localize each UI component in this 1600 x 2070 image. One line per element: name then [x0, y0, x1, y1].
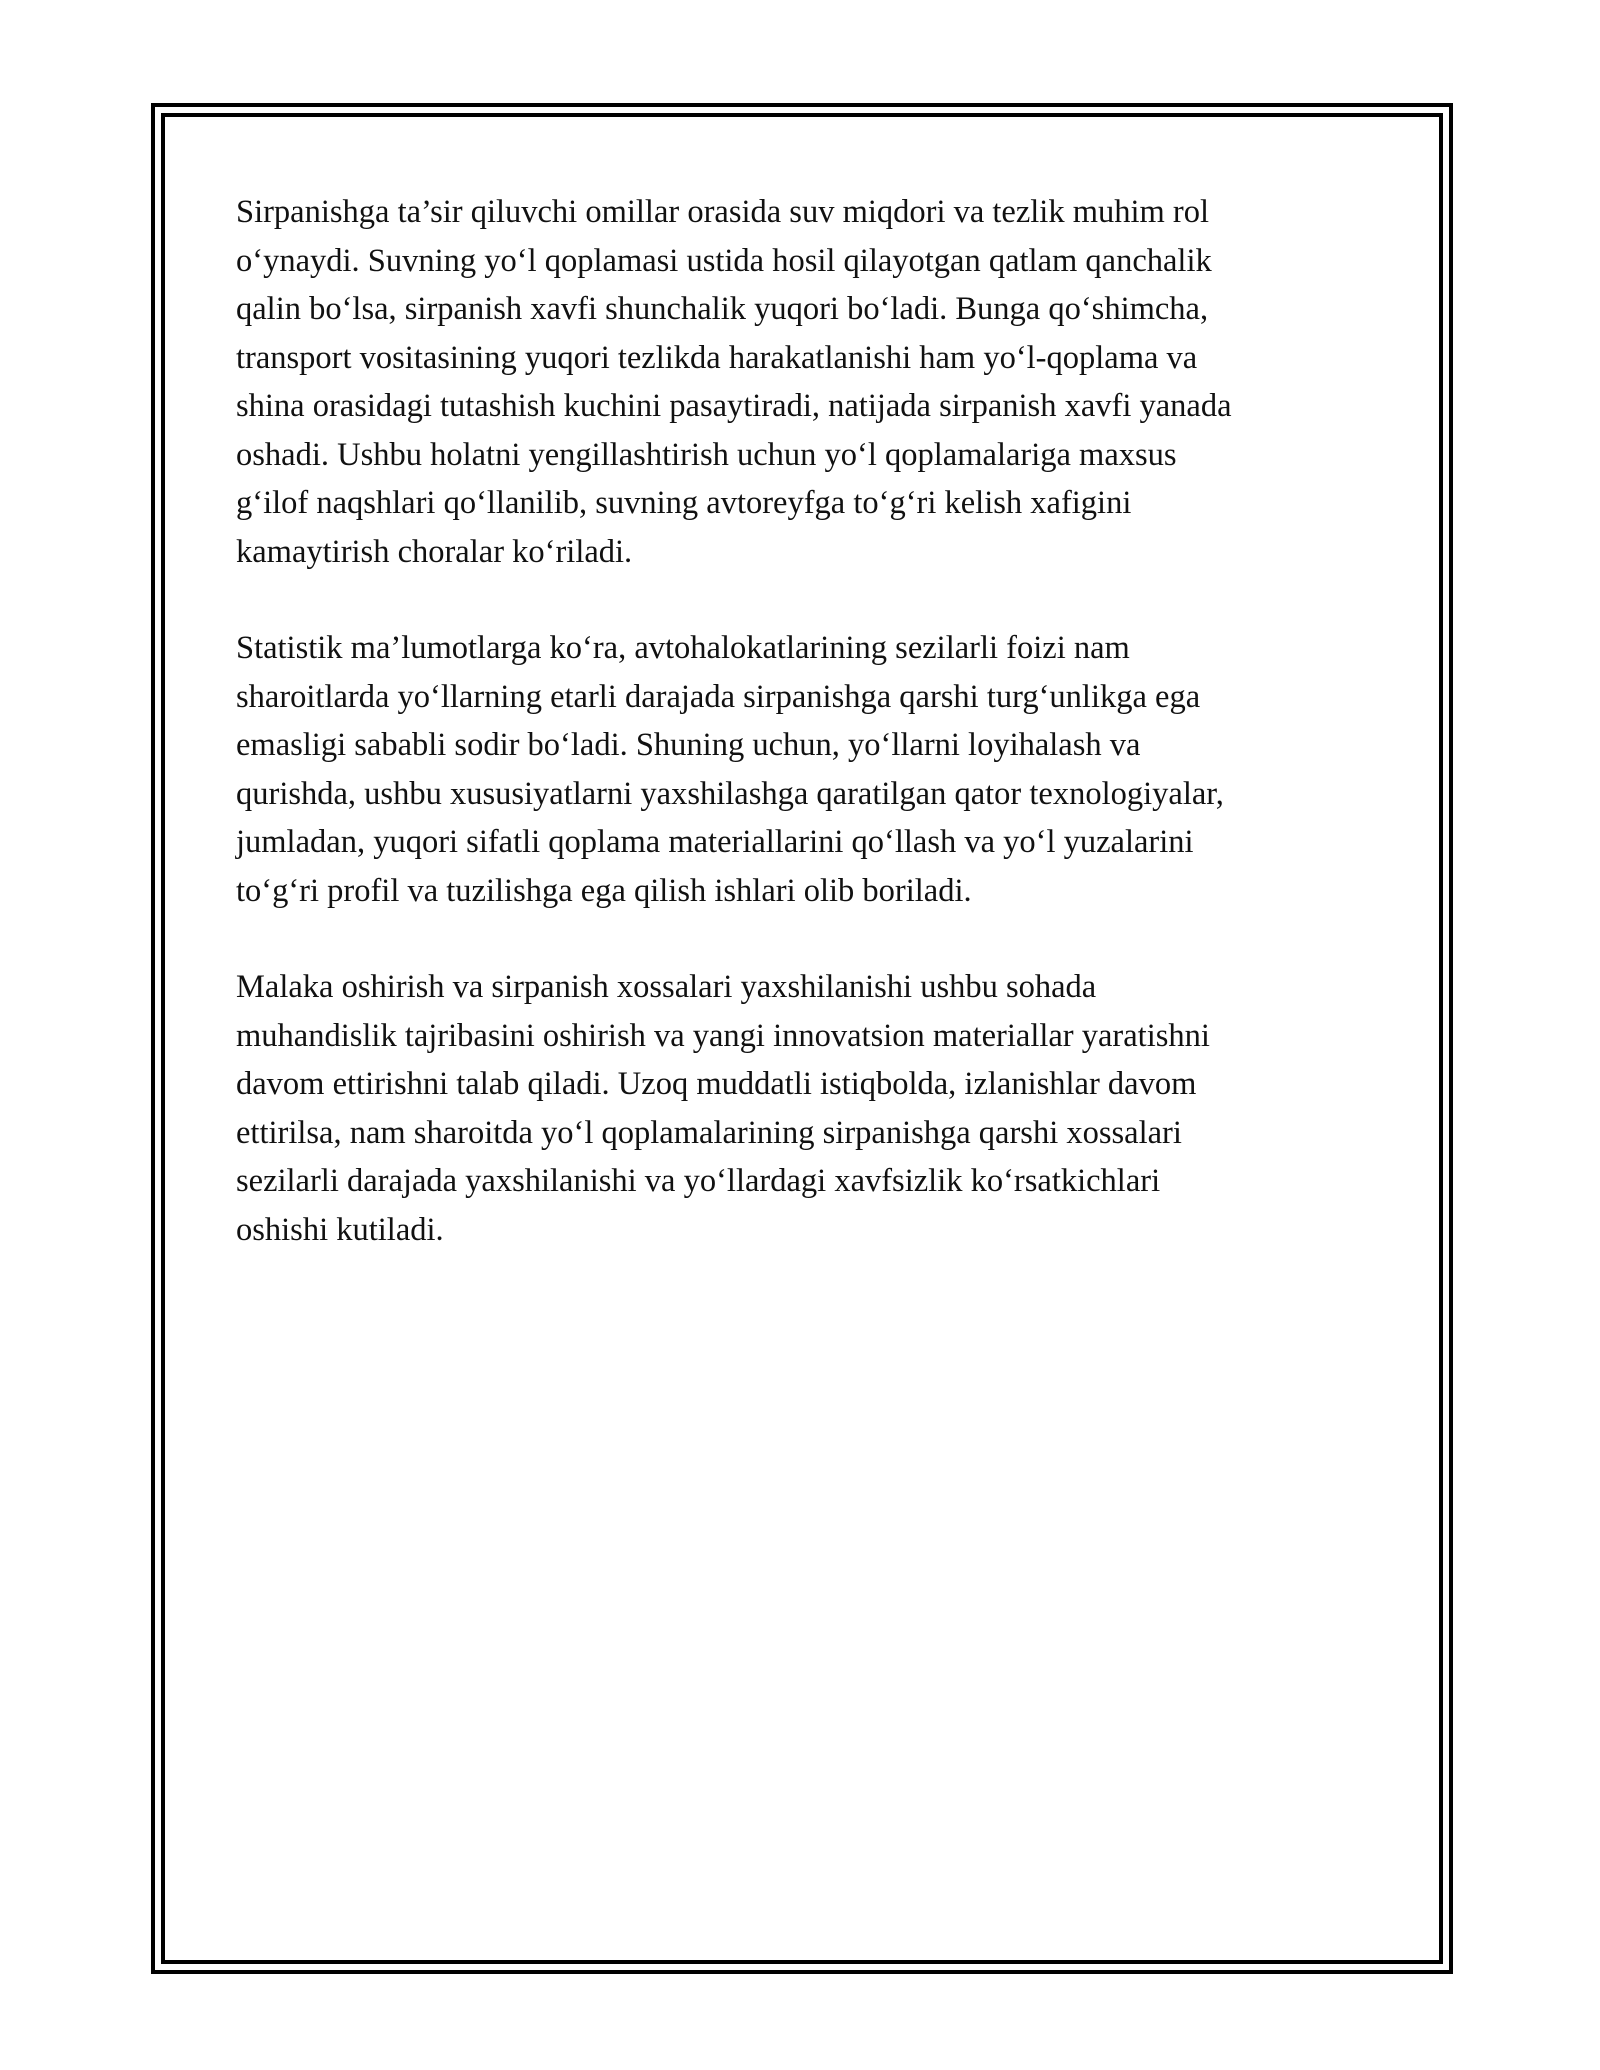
paragraph-2: Statistik ma’lumotlarga ko‘ra, avtohalokatlarining sezilarli foizi nam sharoitlarda yo‘llarning etarli darajada sirpanishga qarshi turg‘unlikga ega emasligi sababli sodir bo‘ladi. Shuning uchun, yo‘llarni loyihalash va qurishda, ushbu xususiyatlarni yaxshilashga qaratilgan qator texnologiyalar, jumladan, yuqori sifatli qoplama materiallarini qo‘llash va yo‘l yuzalarini to‘g‘ri profil va tuzilishga ega qilish ishlari olib boriladi.: [236, 630, 1224, 909]
paragraph-3: Malaka oshirish va sirpanish xossalari yaxshilanishi ushbu sohada muhandislik tajribasini oshirish va yangi innovatsion materiallar yaratishni davom ettirishni talab qiladi. Uzoq muddatli istiqbolda, izlanishlar davom ettirilsa, nam sharoitda yo‘l qoplamalarining sirpanishga qarshi xossalari sezilarli darajada yaxshilanishi va yo‘llardagi xavfsizlik ko‘rsatkichlari oshishi kutiladi.: [236, 969, 1210, 1248]
paragraph-1: Sirpanishga ta’sir qiluvchi omillar orasida suv miqdori va tezlik muhim rol o‘ynaydi. Suvning yo‘l qoplamasi ustida hosil qilayotgan qatlam qanchalik qalin bo‘lsa, sirpanish xavfi shunchalik yuqori bo‘ladi. Bunga qo‘shimcha, transport vositasining yuqori tezlikda harakatlanishi ham yo‘l-qoplama va shina orasidagi tutashish kuchini pasaytiradi, natijada sirpanish xavfi yanada oshadi. Ushbu holatni yengillashtirish uchun yo‘l qoplamalariga maxsus g‘ilof naqshlari qo‘llanilib, suvning avtoreyfga to‘g‘ri kelish xafigini kamaytirish choralar ko‘riladi.: [236, 194, 1232, 570]
document-body: [236, 188, 1376, 1302]
